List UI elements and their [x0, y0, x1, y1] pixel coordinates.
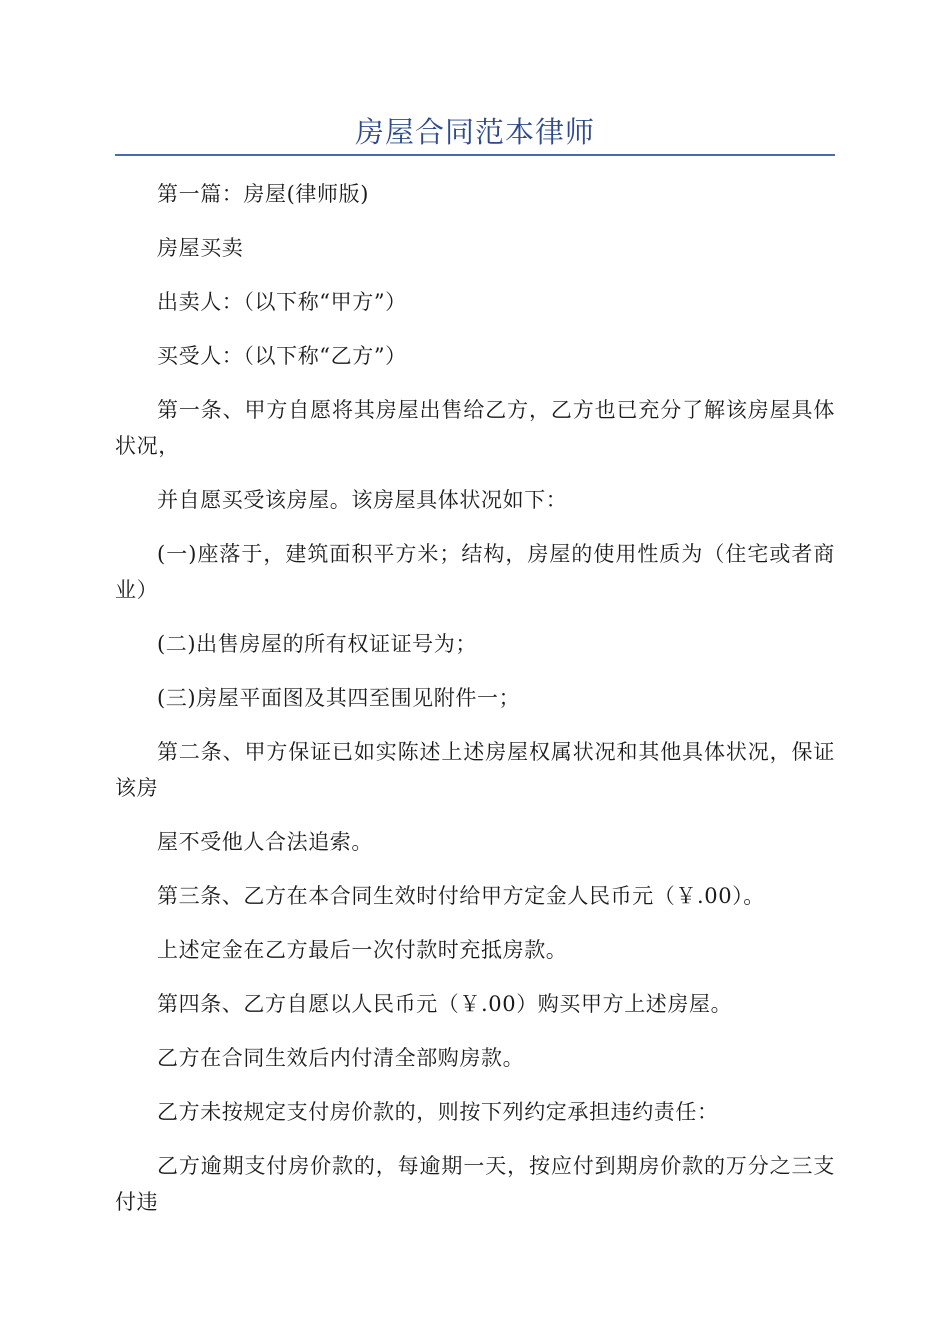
- paragraph-buyer: 买受人：（以下称“乙方”）: [157, 344, 407, 368]
- paragraph-section-heading: 第一篇：房屋(律师版): [157, 182, 369, 206]
- paragraph-article-3-cont: 上述定金在乙方最后一次付款时充抵房款。: [157, 938, 568, 962]
- paragraph-breach-terms: 乙方未按规定支付房价款的，则按下列约定承担违约责任：: [157, 1100, 719, 1124]
- paragraph-item-2: (二)出售房屋的所有权证证号为；: [157, 632, 477, 656]
- paragraph-article-2-cont: 屋不受他人合法追索。: [157, 830, 373, 854]
- paragraph-article-1-cont: 并自愿买受该房屋。该房屋具体状况如下：: [157, 488, 568, 512]
- paragraph-seller: 出卖人：（以下称“甲方”）: [157, 290, 407, 314]
- paragraph-article-4: 第四条、乙方自愿以人民币元（￥.00）购买甲方上述房屋。: [157, 992, 733, 1016]
- paragraph-late-payment: 乙方逾期支付房价款的，每逾期一天，按应付到期房价款的万分之三支付违: [115, 1154, 835, 1214]
- paragraph-item-3: (三)房屋平面图及其四至围见附件一；: [157, 686, 521, 710]
- paragraph-item-1: (一)座落于，建筑面积平方米；结构，房屋的使用性质为（住宅或者商业）: [115, 542, 835, 602]
- paragraph-article-3: 第三条、乙方在本合同生效时付给甲方定金人民币元（￥.00）。: [157, 884, 765, 908]
- document-title: 房屋合同范本律师: [354, 115, 595, 149]
- paragraph-article-1: 第一条、甲方自愿将其房屋出售给乙方，乙方也已充分了解该房屋具体状况，: [115, 398, 835, 458]
- title-underline: [115, 154, 835, 156]
- document-body: [115, 176, 835, 1238]
- paragraph-article-2: 第二条、甲方保证已如实陈述上述房屋权属状况和其他具体状况，保证该房: [115, 740, 835, 800]
- paragraph-subject: 房屋买卖: [157, 236, 244, 260]
- paragraph-article-4-cont: 乙方在合同生效后内付清全部购房款。: [157, 1046, 525, 1070]
